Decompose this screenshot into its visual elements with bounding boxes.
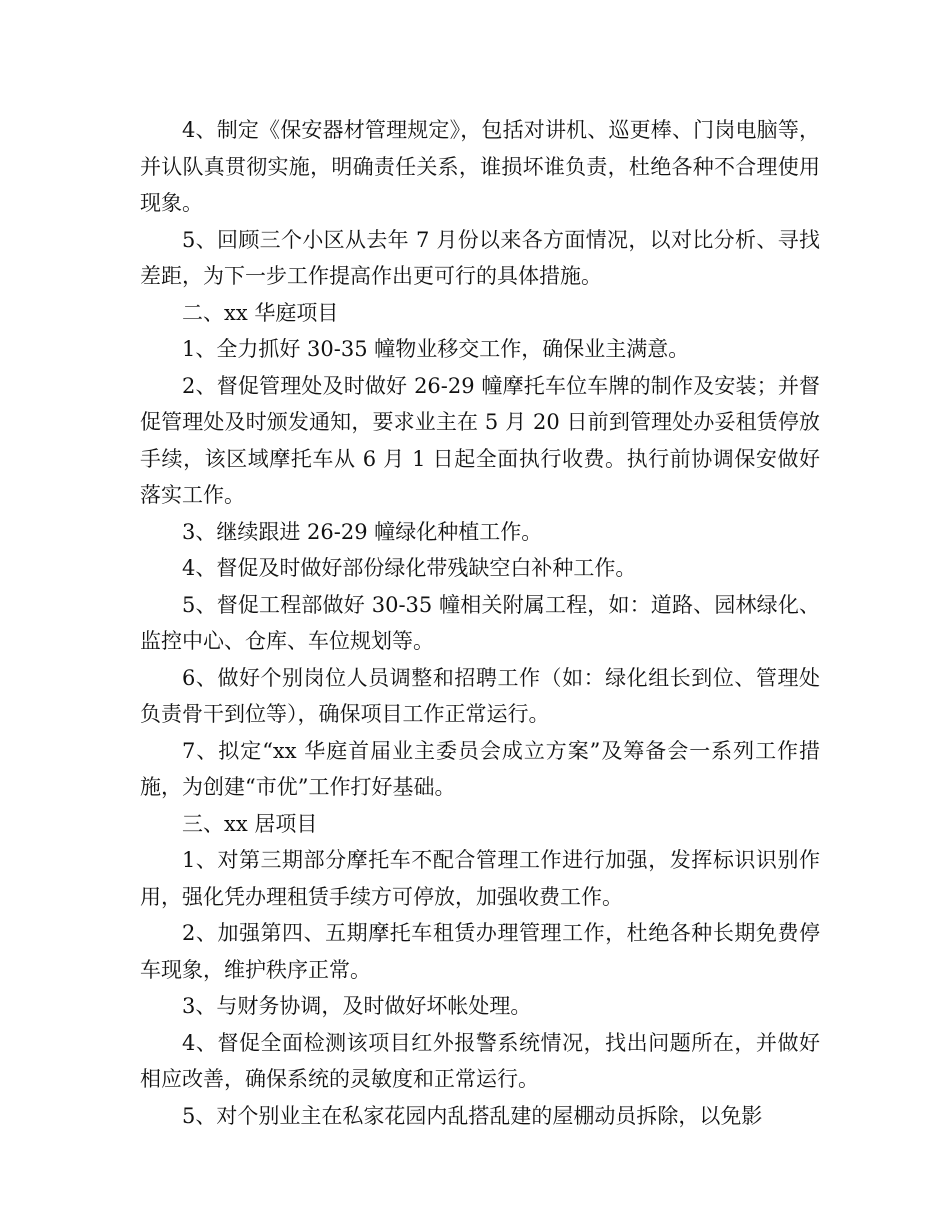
section-heading-ju-project: 三、xx 居项目	[182, 811, 318, 836]
section-heading-huating-project: 二、xx 华庭项目	[182, 300, 339, 325]
paragraph-ju-4: 4、督促全面检测该项目红外报警系统情况，找出问题所在，并做好相应改善，确保系统的灵敏度和正常运行。	[140, 1030, 820, 1091]
paragraph-ju-5: 5、对个别业主在私家花园内乱搭乱建的屋棚动员拆除，以免影	[182, 1103, 763, 1128]
document-body	[140, 112, 820, 1134]
paragraph-ju-3: 3、与财务协调，及时做好坏帐处理。	[182, 994, 532, 1018]
paragraph-huating-3: 3、继续跟进 26-29 幢绿化种植工作。	[182, 519, 543, 544]
paragraph-item-5-review: 5、回顾三个小区从去年 7 月份以来各方面情况，以对比分析、寻找差距，为下一步工作提高作出更可行的具体措施。	[140, 227, 820, 288]
paragraph-huating-4: 4、督促及时做好部份绿化带残缺空白补种工作。	[182, 556, 637, 580]
paragraph-ju-2: 2、加强第四、五期摩托车租赁办理管理工作，杜绝各种长期免费停车现象，维护秩序正常。	[140, 921, 820, 982]
paragraph-huating-2: 2、督促管理处及时做好 26-29 幢摩托车位车牌的制作及安装；并督促管理处及时颁发通知，要求业主在 5 月 20 日前到管理处办妥租赁停放手续，该区域摩托车从 6 月 1 日起全面执行收费。执行前协调保安做好落实工作。	[140, 373, 820, 507]
paragraph-huating-6: 6、做好个别岗位人员调整和招聘工作（如：绿化组长到位、管理处负责骨干到位等），确保项目工作正常运行。	[140, 665, 820, 726]
paragraph-ju-1: 1、对第三期部分摩托车不配合管理工作进行加强，发挥标识识别作用，强化凭办理租赁手续方可停放，加强收费工作。	[140, 848, 820, 909]
paragraph-huating-1: 1、全力抓好 30-35 幢物业移交工作，确保业主满意。	[182, 337, 690, 361]
paragraph-item-4-equipment-rules: 4、制定《保安器材管理规定》，包括对讲机、巡更棒、门岗电脑等，并认队真贯彻实施，明确责任关系，谁损坏谁负责，杜绝各种不合理使用现象。	[140, 118, 820, 215]
paragraph-huating-7: 7、拟定“xx 华庭首届业主委员会成立方案”及筹备会一系列工作措施，为创建“市优”工作打好基础。	[140, 738, 820, 799]
paragraph-huating-5: 5、督促工程部做好 30-35 幢相关附属工程，如：道路、园林绿化、监控中心、仓库、车位规划等。	[140, 592, 820, 653]
